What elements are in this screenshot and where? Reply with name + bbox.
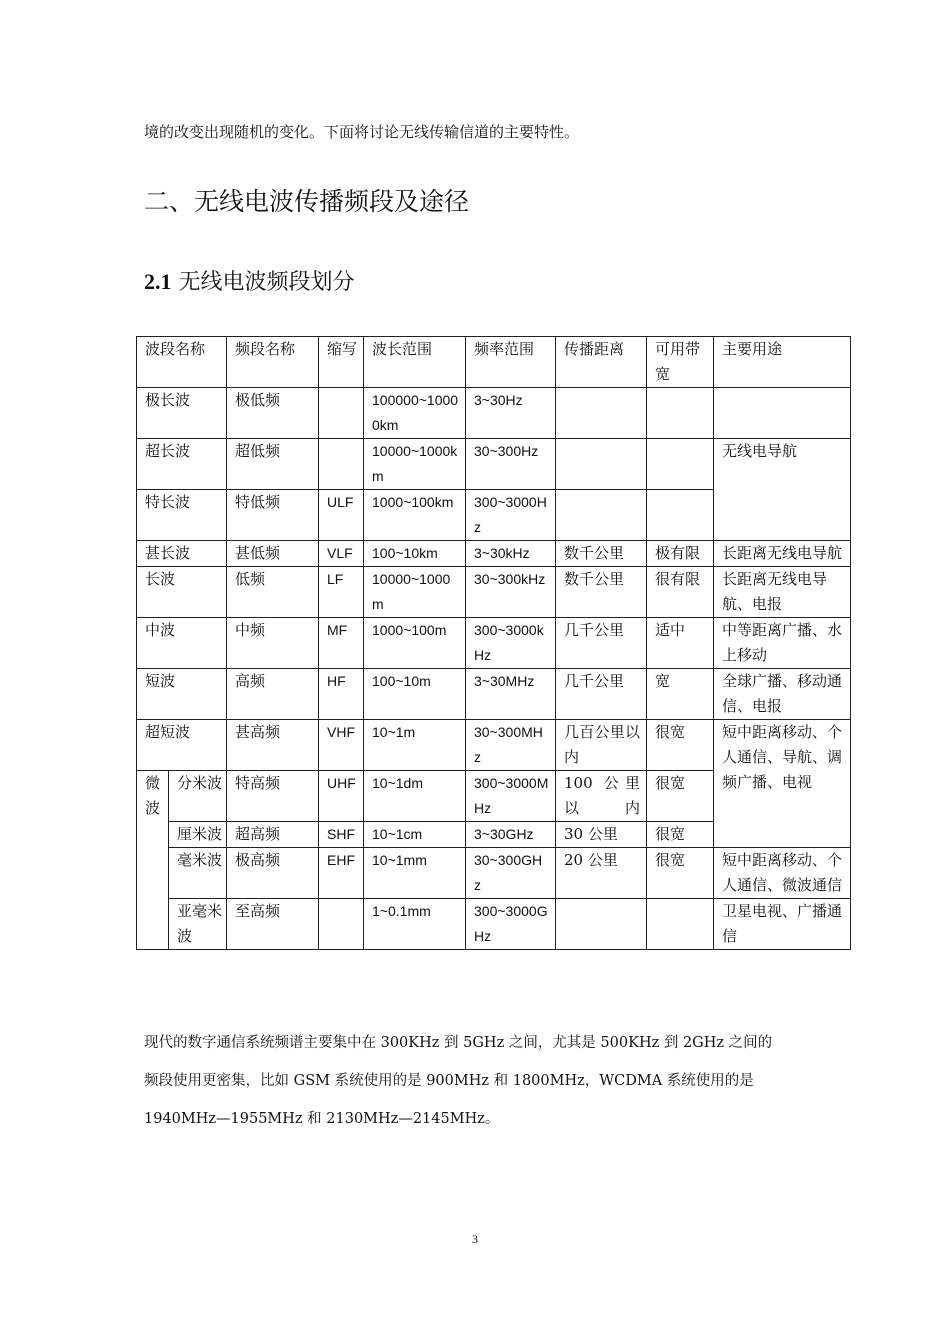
freq-name-cell: 高频 bbox=[227, 669, 319, 720]
distance-cell: 100 公里以内 bbox=[556, 771, 647, 822]
abbr-cell: UHF bbox=[319, 771, 364, 822]
paragraph-line: 1940MHz—1955MHz 和 2130MHz—2145MHz。 bbox=[144, 1111, 500, 1127]
distance-cell bbox=[556, 388, 647, 439]
distance-cell: 几百公里以内 bbox=[556, 720, 647, 771]
table-row bbox=[137, 618, 851, 669]
use-cell: 无线电导航 bbox=[714, 439, 851, 541]
band-name-cell: 中波 bbox=[137, 618, 227, 669]
abbr-cell: ULF bbox=[319, 490, 364, 541]
frequency-band-table bbox=[136, 336, 851, 950]
distance-cell: 数千公里 bbox=[556, 541, 647, 567]
band-name-cell: 短波 bbox=[137, 669, 227, 720]
table-row bbox=[137, 720, 851, 771]
frequency-cell: 3~30MHz bbox=[466, 669, 556, 720]
freq-name-cell: 超高频 bbox=[227, 822, 319, 848]
table-header-row bbox=[137, 337, 851, 388]
wavelength-cell: 10000~1000m bbox=[364, 567, 466, 618]
band-name-cell: 长波 bbox=[137, 567, 227, 618]
bandwidth-cell bbox=[647, 388, 714, 439]
freq-name-cell: 至高频 bbox=[227, 899, 319, 950]
table-row bbox=[137, 567, 851, 618]
freq-name-cell: 特高频 bbox=[227, 771, 319, 822]
bandwidth-cell: 很宽 bbox=[647, 822, 714, 848]
band-name-cell: 甚长波 bbox=[137, 541, 227, 567]
wavelength-cell: 1000~100m bbox=[364, 618, 466, 669]
abbr-cell: LF bbox=[319, 567, 364, 618]
distance-cell: 30 公里 bbox=[556, 822, 647, 848]
abbr-cell bbox=[319, 899, 364, 950]
wavelength-cell: 10000~1000km bbox=[364, 439, 466, 490]
use-cell: 卫星电视、广播通信 bbox=[714, 899, 851, 950]
frequency-cell: 30~300GHz bbox=[466, 848, 556, 899]
subsection-title bbox=[144, 265, 355, 300]
header-cell: 缩写 bbox=[319, 337, 364, 388]
use-cell: 短中距离移动、个人通信、微波通信 bbox=[714, 848, 851, 899]
wavelength-cell: 100~10km bbox=[364, 541, 466, 567]
distance-cell: 几千公里 bbox=[556, 669, 647, 720]
table-row bbox=[137, 669, 851, 720]
wavelength-cell: 10~1dm bbox=[364, 771, 466, 822]
frequency-cell: 3~30Hz bbox=[466, 388, 556, 439]
abbr-cell bbox=[319, 388, 364, 439]
abbr-cell: HF bbox=[319, 669, 364, 720]
frequency-cell: 30~300MHz bbox=[466, 720, 556, 771]
wavelength-cell: 10~1cm bbox=[364, 822, 466, 848]
frequency-cell: 300~3000MHz bbox=[466, 771, 556, 822]
band-name-cell: 厘米波 bbox=[169, 822, 227, 848]
use-cell: 中等距离广播、水上移动 bbox=[714, 618, 851, 669]
abbr-cell: VHF bbox=[319, 720, 364, 771]
header-cell: 波段名称 bbox=[137, 337, 227, 388]
bandwidth-cell: 适中 bbox=[647, 618, 714, 669]
header-cell: 可用带宽 bbox=[647, 337, 714, 388]
table-row bbox=[137, 541, 851, 567]
page-number: 3 bbox=[472, 1232, 478, 1246]
bandwidth-cell: 很宽 bbox=[647, 771, 714, 822]
wavelength-cell: 10~1m bbox=[364, 720, 466, 771]
header-cell: 波长范围 bbox=[364, 337, 466, 388]
bandwidth-cell: 很有限 bbox=[647, 567, 714, 618]
use-cell: 长距离无线电导航、电报 bbox=[714, 567, 851, 618]
frequency-cell: 30~300Hz bbox=[466, 439, 556, 490]
bandwidth-cell: 极有限 bbox=[647, 541, 714, 567]
abbr-cell: MF bbox=[319, 618, 364, 669]
use-cell: 长距离无线电导航 bbox=[714, 541, 851, 567]
band-name-cell: 超短波 bbox=[137, 720, 227, 771]
bandwidth-cell bbox=[647, 899, 714, 950]
closing-paragraph bbox=[144, 1024, 824, 1138]
intro-paragraph-tail: 境的改变出现随机的变化。下面将讨论无线传输信道的主要特性。 bbox=[144, 123, 580, 141]
distance-cell: 几千公里 bbox=[556, 618, 647, 669]
freq-name-cell: 极高频 bbox=[227, 848, 319, 899]
use-cell bbox=[714, 388, 851, 439]
freq-name-cell: 低频 bbox=[227, 567, 319, 618]
subsection-number: 2.1 bbox=[144, 269, 172, 294]
bandwidth-cell: 宽 bbox=[647, 669, 714, 720]
frequency-cell: 300~3000kHz bbox=[466, 618, 556, 669]
abbr-cell: SHF bbox=[319, 822, 364, 848]
distance-cell: 数千公里 bbox=[556, 567, 647, 618]
distance-cell bbox=[556, 490, 647, 541]
distance-cell bbox=[556, 439, 647, 490]
freq-name-cell: 超低频 bbox=[227, 439, 319, 490]
abbr-cell bbox=[319, 439, 364, 490]
distance-cell bbox=[556, 899, 647, 950]
freq-name-cell: 甚高频 bbox=[227, 720, 319, 771]
freq-name-cell: 中频 bbox=[227, 618, 319, 669]
group-cell-microwave: 微波 bbox=[137, 771, 169, 950]
distance-cell: 20 公里 bbox=[556, 848, 647, 899]
bandwidth-cell: 很宽 bbox=[647, 848, 714, 899]
table-row bbox=[137, 899, 851, 950]
frequency-cell: 3~30GHz bbox=[466, 822, 556, 848]
abbr-cell: EHF bbox=[319, 848, 364, 899]
band-name-cell: 特长波 bbox=[137, 490, 227, 541]
paragraph-line: 频段使用更密集，比如 GSM 系统使用的是 900MHz 和 1800MHz，WCDMA 系统使用的是 bbox=[144, 1073, 754, 1089]
band-name-cell: 亚毫米波 bbox=[169, 899, 227, 950]
wavelength-cell: 100000~10000km bbox=[364, 388, 466, 439]
freq-name-cell: 极低频 bbox=[227, 388, 319, 439]
abbr-cell: VLF bbox=[319, 541, 364, 567]
header-cell: 传播距离 bbox=[556, 337, 647, 388]
header-cell: 频率范围 bbox=[466, 337, 556, 388]
section-title: 二、无线电波传播频段及途径 bbox=[144, 187, 470, 216]
subsection-text: 无线电波频段划分 bbox=[178, 270, 355, 295]
wavelength-cell: 100~10m bbox=[364, 669, 466, 720]
bandwidth-cell bbox=[647, 439, 714, 490]
wavelength-cell: 1000~100km bbox=[364, 490, 466, 541]
bandwidth-cell: 很宽 bbox=[647, 720, 714, 771]
band-name-cell: 超长波 bbox=[137, 439, 227, 490]
freq-name-cell: 甚低频 bbox=[227, 541, 319, 567]
frequency-cell: 3~30kHz bbox=[466, 541, 556, 567]
frequency-cell: 30~300kHz bbox=[466, 567, 556, 618]
use-cell: 短中距离移动、个人通信、导航、调频广播、电视 bbox=[714, 720, 851, 848]
paragraph-line: 现代的数字通信系统频谱主要集中在 300KHz 到 5GHz 之间，尤其是 500KHz 到 2GHz 之间的 bbox=[144, 1035, 773, 1051]
table-row bbox=[137, 848, 851, 899]
header-cell: 频段名称 bbox=[227, 337, 319, 388]
wavelength-cell: 10~1mm bbox=[364, 848, 466, 899]
freq-name-cell: 特低频 bbox=[227, 490, 319, 541]
table-row bbox=[137, 439, 851, 490]
bandwidth-cell bbox=[647, 490, 714, 541]
wavelength-cell: 1~0.1mm bbox=[364, 899, 466, 950]
band-name-cell: 分米波 bbox=[169, 771, 227, 822]
use-cell: 全球广播、移动通信、电报 bbox=[714, 669, 851, 720]
header-cell: 主要用途 bbox=[714, 337, 851, 388]
band-name-cell: 毫米波 bbox=[169, 848, 227, 899]
frequency-cell: 300~3000GHz bbox=[466, 899, 556, 950]
band-name-cell: 极长波 bbox=[137, 388, 227, 439]
table-row bbox=[137, 388, 851, 439]
frequency-cell: 300~3000Hz bbox=[466, 490, 556, 541]
